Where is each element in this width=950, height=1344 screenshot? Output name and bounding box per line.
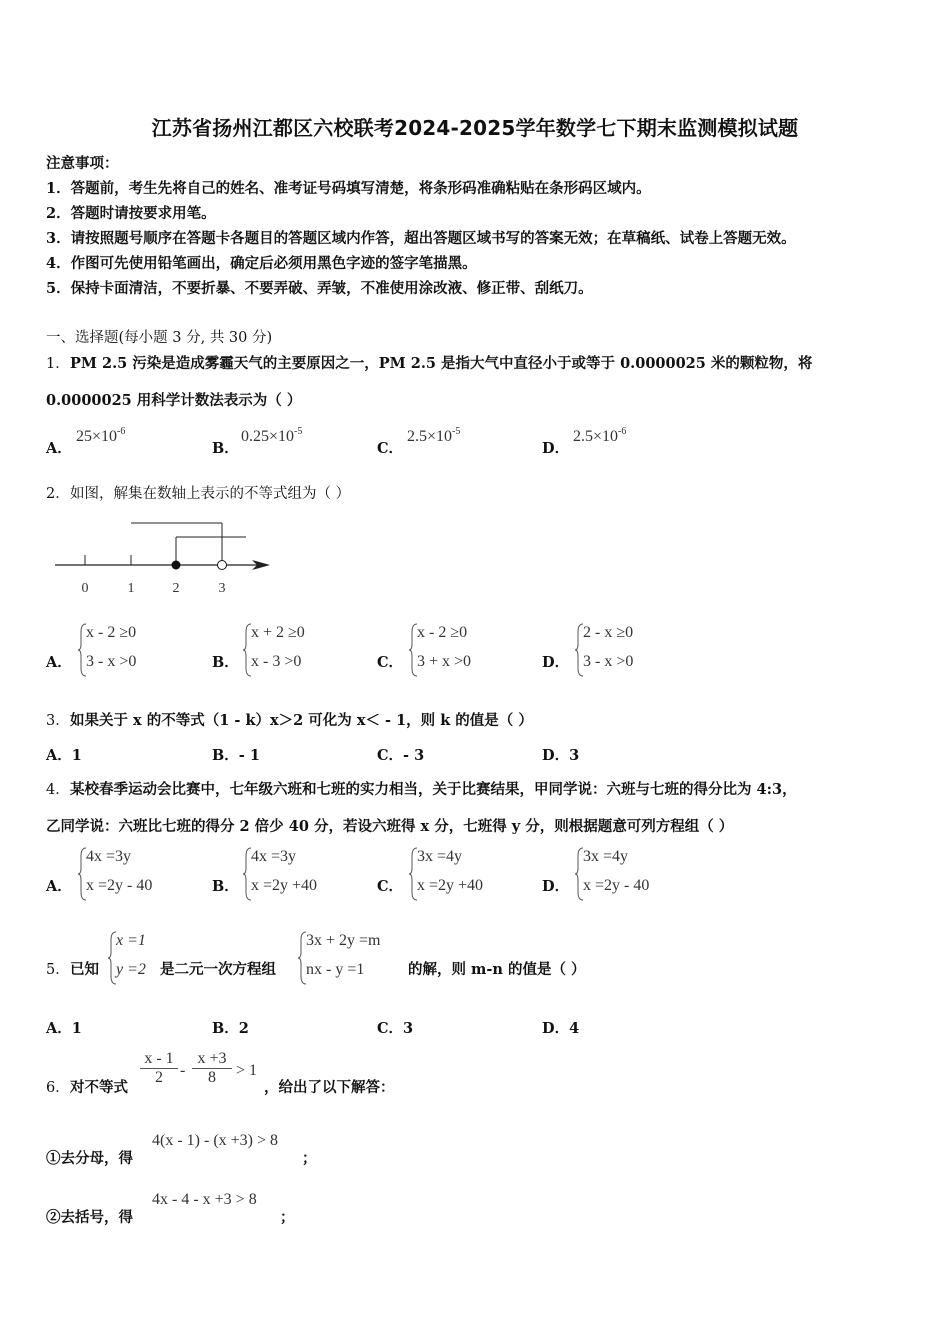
q3-number: 3． xyxy=(46,713,70,729)
q1-line1: PM 2.5 污染是造成雾霾天气的主要原因之一，PM 2.5 是指大气中直径小于或等于 0.0000025 米的颗粒物，将 xyxy=(70,355,813,372)
q4-line1: 某校春季运动会比赛中，七年级六班和七班的实力相当，关于比赛结果，甲同学说：六班与七班的得分比为 4:3， xyxy=(70,781,797,798)
q5-mid: 是二元一次方程组 xyxy=(160,961,276,978)
q6-step1-expr: 4(x - 1) - (x +3) > 8 xyxy=(152,1132,279,1149)
q2-number: 2． xyxy=(46,486,70,502)
notice-item-1: 1．答题前，考生先将自己的姓名、准考证号码填写清楚，将条形码准确粘贴在条形码区域内。 xyxy=(46,180,651,197)
q1-option-b-label: B． xyxy=(212,440,239,457)
q5-post: 的解，则 m-n 的值是（ ） xyxy=(408,961,586,978)
q4-option-c-label: C． xyxy=(377,878,404,895)
q4-number: 4． xyxy=(46,782,70,798)
solution-line-2: y =2 xyxy=(116,961,146,978)
q6-fraction-2 xyxy=(192,1050,232,1087)
system-line-1: x + 2 ≥0 xyxy=(251,624,305,641)
q4-option-a-system xyxy=(78,846,198,902)
q5-option-a: A．1 xyxy=(46,1020,82,1037)
section-heading: 一、选择题(每小题 3 分, 共 30 分) xyxy=(46,330,273,346)
open-point-3 xyxy=(218,561,227,570)
system-line-1: 4x =3y xyxy=(86,848,132,865)
system-line-1: x - 2 ≥0 xyxy=(417,624,468,641)
fraction-denominator: 8 xyxy=(192,1068,232,1087)
q5-number: 5． xyxy=(46,962,70,978)
q4-option-c-system xyxy=(409,846,529,902)
q4-option-b-label: B． xyxy=(212,878,239,895)
fraction-numerator: x - 1 xyxy=(144,1050,174,1067)
q5-equation-system xyxy=(298,930,408,986)
q2-option-a-system xyxy=(78,622,198,678)
system-line-2: 3 - x >0 xyxy=(583,653,634,670)
q6-step2-expr: 4x - 4 - x +3 > 8 xyxy=(152,1191,257,1208)
q6-step1-end: ； xyxy=(302,1150,317,1167)
equation-line-2: nx - y =1 xyxy=(306,961,365,978)
system-line-1: x - 2 ≥0 xyxy=(86,624,137,641)
q2-option-b-label: B． xyxy=(212,654,239,671)
q2-option-d-system xyxy=(575,622,695,678)
q5-pre: 已知 xyxy=(70,961,99,978)
q1-option-a-label: A． xyxy=(46,440,72,457)
q4-option-d-label: D． xyxy=(542,878,570,895)
notice-item-2: 2．答题时请按要求用笔。 xyxy=(46,205,216,222)
fraction-denominator: 2 xyxy=(140,1068,178,1087)
system-line-2: x =2y +40 xyxy=(417,877,484,894)
q1-option-c-label: C． xyxy=(377,440,404,457)
q4-option-b-system xyxy=(243,846,363,902)
solution-line-1: x =1 xyxy=(116,932,146,949)
system-line-1: 2 - x ≥0 xyxy=(583,624,634,641)
system-line-2: 3 - x >0 xyxy=(86,653,137,670)
q5-option-d: D．4 xyxy=(542,1020,580,1037)
notice-item-4: 4．作图可先使用铅笔画出，确定后必须用黑色字迹的签字笔描黑。 xyxy=(46,255,477,272)
q3-option-c: C．- 3 xyxy=(377,747,425,764)
q1-option-b-expr: $0.25\times 10^{-5}$ xyxy=(241,426,303,445)
q6-step1-label: ①去分母，得 xyxy=(46,1150,133,1167)
system-line-1: 3x =4y xyxy=(583,848,629,865)
solid-point-2 xyxy=(172,561,181,570)
q6-pre: 对不等式 xyxy=(70,1079,128,1096)
tick-label-0: 0 xyxy=(81,581,89,596)
q2-text: 如图，解集在数轴上表示的不等式组为（ ） xyxy=(70,486,351,502)
system-line-2: 3 + x >0 xyxy=(417,653,472,670)
q6-number: 6． xyxy=(46,1080,70,1096)
system-line-2: x - 3 >0 xyxy=(251,653,302,670)
q3-text: 如果关于 x 的不等式（1 - k）x＞2 可化为 x＜ - 1，则 k 的值是（ ） xyxy=(70,712,533,729)
system-line-1: 3x =4y xyxy=(417,848,463,865)
q3-option-b: B．- 1 xyxy=(212,747,260,764)
q6-step2-end: ； xyxy=(280,1209,295,1226)
q5-option-c: C．3 xyxy=(377,1020,414,1037)
system-line-2: x =2y - 40 xyxy=(86,877,153,894)
q6-fraction-1 xyxy=(140,1050,178,1087)
q6-minus: - xyxy=(180,1062,186,1079)
notice-item-5: 5．保持卡面清洁，不要折暴、不要弄破、弄皱，不准使用涂改液、修正带、刮纸刀。 xyxy=(46,280,593,297)
q1-option-a-expr: $25\times 10^{-6}$ xyxy=(76,426,126,445)
q1-line2: 0.0000025 用科学计数法表示为（ ） xyxy=(46,392,302,409)
q1-number: 1． xyxy=(46,356,70,372)
q6-step2-label: ②去括号，得 xyxy=(46,1209,133,1226)
q1-option-d-expr: $2.5\times 10^{-6}$ xyxy=(573,426,627,445)
notice-item-3: 3．请按照题号顺序在答题卡各题目的答题区域内作答，超出答题区域书写的答案无效；在草稿纸、试卷上答题无效。 xyxy=(46,230,796,247)
q4-line2: 乙同学说：六班比七班的得分 2 倍少 40 分，若设六班得 x 分，七班得 y 分，则根据题意可列方程组（ ） xyxy=(46,818,734,835)
q1-option-c-expr: $2.5\times 10^{-5}$ xyxy=(407,426,461,445)
tick-label-1: 1 xyxy=(127,581,135,596)
q6-greater-than: > 1 xyxy=(236,1062,258,1079)
q5-solution-system xyxy=(108,930,163,986)
system-line-1: 4x =3y xyxy=(251,848,297,865)
q4-option-d-system xyxy=(575,846,695,902)
system-line-2: x =2y - 40 xyxy=(583,877,650,894)
q6-post: ，给出了以下解答： xyxy=(264,1079,395,1096)
tick-label-3: 3 xyxy=(218,581,226,596)
q2-option-b-system xyxy=(243,622,363,678)
number-line-figure xyxy=(50,515,280,605)
tick-label-2: 2 xyxy=(172,581,180,596)
page-title: 江苏省扬州江都区六校联考2024-2025学年数学七下期末监测模拟试题 xyxy=(151,116,799,140)
q2-option-a-label: A． xyxy=(46,654,72,671)
q2-option-c-label: C． xyxy=(377,654,404,671)
q2-option-d-label: D． xyxy=(542,654,570,671)
q5-option-b: B．2 xyxy=(212,1020,249,1037)
q2-option-c-system xyxy=(409,622,529,678)
equation-line-1: 3x + 2y =m xyxy=(306,932,381,949)
system-line-2: x =2y +40 xyxy=(251,877,318,894)
fraction-numerator: x +3 xyxy=(197,1050,227,1067)
q4-option-a-label: A． xyxy=(46,878,72,895)
notice-heading: 注意事项： xyxy=(46,155,119,172)
q1-option-d-label: D． xyxy=(542,440,570,457)
q3-option-a: A．1 xyxy=(46,747,82,764)
q3-option-d: D．3 xyxy=(542,747,580,764)
